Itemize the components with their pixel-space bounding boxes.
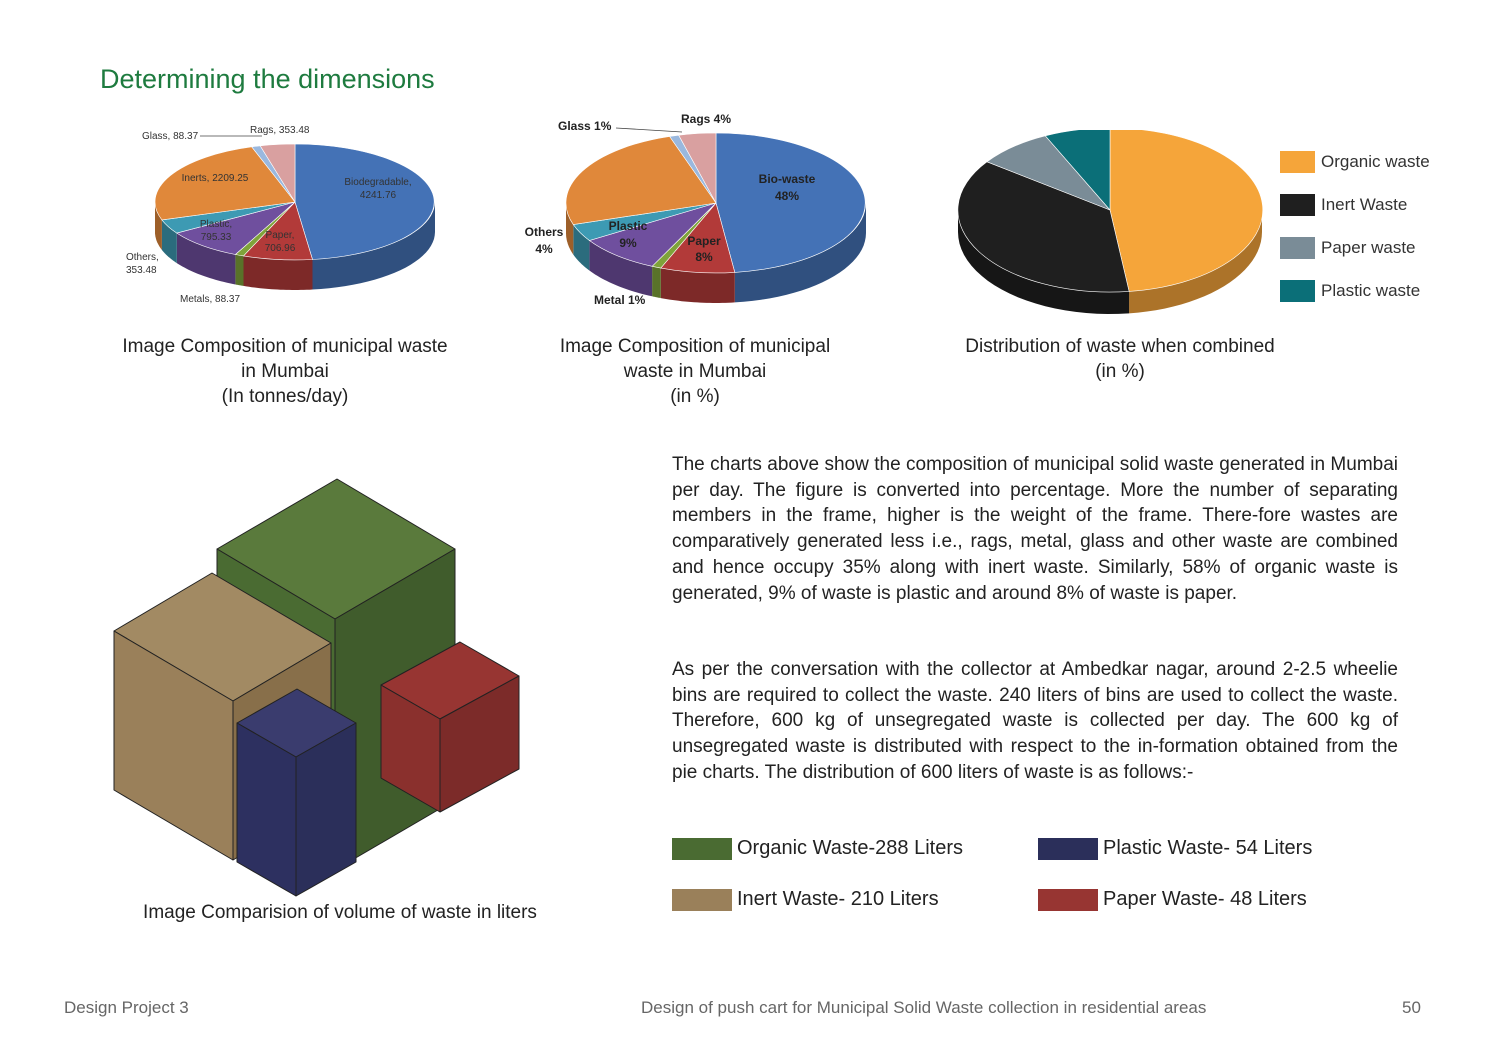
legend-item-plastic xyxy=(1280,269,1430,312)
slice-value-label: 706.96 xyxy=(264,243,296,254)
slice-label: Glass 1% xyxy=(558,119,612,133)
slice-label: Rags, 353.48 xyxy=(250,125,310,136)
slice-value-label: 353.48 xyxy=(126,265,157,276)
legend-label: Inert Waste- 210 Liters xyxy=(737,888,939,910)
caption-chart-tonnes xyxy=(90,334,480,409)
pie-slice-side xyxy=(652,266,661,298)
pie-chart-combined xyxy=(950,130,1270,320)
legend-item-paper xyxy=(1280,226,1430,269)
slice-value-label: 4% xyxy=(535,242,553,256)
legend-item-inert-volume xyxy=(672,888,939,911)
slice-value-label: 9% xyxy=(619,236,637,250)
slice-label: Plastic xyxy=(608,219,648,233)
caption-cubes: Image Comparision of volume of waste in liters xyxy=(143,902,537,923)
slice-label: Paper, xyxy=(265,230,295,241)
pie-chart-tonnes xyxy=(110,112,450,317)
paragraph-distribution: As per the conversation with the collector at Ambedkar nagar, around 2-2.5 wheelie bins are required to collect the waste. 240 liters of bins are used to collect the waste. Therefore, 600 kg of unsegregated waste is collected per day. The 600 kg of unsegregated waste is distributed with respect to the in-formation obtained from the pie charts. The distribution of 600 liters of waste is as follows:- xyxy=(672,659,1398,783)
legend-label: Paper waste xyxy=(1321,237,1416,257)
pie-slice-side xyxy=(235,255,243,286)
caption-line: Image Composition of municipal waste xyxy=(122,336,448,357)
slice-label: Rags 4% xyxy=(681,112,732,126)
legend-swatch xyxy=(672,889,732,911)
caption-line: waste in Mumbai xyxy=(623,361,767,382)
footer-project: Design Project 3 xyxy=(64,998,189,1017)
legend-label: Plastic waste xyxy=(1321,280,1421,300)
legend-item-paper-volume xyxy=(1038,888,1307,911)
legend-label: Organic waste xyxy=(1321,151,1430,171)
legend-swatch xyxy=(1038,838,1098,860)
legend-item-inert xyxy=(1280,183,1430,226)
slice-value-label: 8% xyxy=(695,250,713,264)
legend-swatch xyxy=(1038,889,1098,911)
legend-swatch xyxy=(672,838,732,860)
slice-value-label: 4241.76 xyxy=(359,190,397,201)
legend-swatch xyxy=(1280,237,1315,259)
slice-label: Others, xyxy=(126,252,159,263)
paragraph-intro: The charts above show the composition of municipal solid waste generated in Mumbai per day. The figure is converted into percentage. More the number of separating members in the frame, higher is the weight of the frame. There-fore wastes are comparatively generated less i.e., rags, metal, glass and other waste are combined and hence occupy 35% along with inert waste. Similarly, 58% of organic waste is generated, 9% of waste is plastic and around 8% of waste is paper. xyxy=(672,454,1398,604)
caption-chart-percent xyxy=(530,334,860,409)
legend-label: Plastic Waste- 54 Liters xyxy=(1103,837,1313,859)
slice-value-label: 48% xyxy=(774,189,800,203)
pie-slice-side xyxy=(244,256,313,290)
caption-line: (In tonnes/day) xyxy=(221,386,349,407)
combined-chart-legend xyxy=(1280,140,1430,312)
leader-line xyxy=(616,128,682,132)
slice-label: Paper xyxy=(687,234,721,248)
slice-label: Others xyxy=(524,225,564,239)
legend-item-organic xyxy=(1280,140,1430,183)
legend-label: Organic Waste-288 Liters xyxy=(737,837,964,859)
caption-chart-combined xyxy=(930,334,1310,384)
slice-label: Plastic, xyxy=(199,219,233,230)
legend-label: Inert Waste xyxy=(1321,194,1408,214)
slice-label: Metals, 88.37 xyxy=(180,294,241,305)
legend-label: Paper Waste- 48 Liters xyxy=(1103,888,1307,910)
slice-label: Metal 1% xyxy=(594,293,646,307)
caption-line: (in %) xyxy=(670,386,720,407)
slice-label: Glass, 88.37 xyxy=(142,131,199,142)
page-number: 50 xyxy=(1402,998,1421,1017)
legend-swatch xyxy=(1280,280,1315,302)
caption-line: in Mumbai xyxy=(241,361,329,382)
legend-swatch xyxy=(1280,194,1315,216)
caption-line: Distribution of waste when combined xyxy=(965,336,1275,357)
slice-label: Inerts, 2209.25 xyxy=(181,173,249,184)
legend-item-plastic-volume xyxy=(1038,837,1312,860)
legend-swatch xyxy=(1280,151,1315,173)
pie-chart-percent xyxy=(520,108,880,318)
waste-volume-cubes xyxy=(100,470,540,900)
footer-description: Design of push cart for Municipal Solid Waste collection in residential areas xyxy=(641,998,1207,1017)
slice-label: Biodegradable, xyxy=(344,177,412,188)
slice-label: Bio-waste xyxy=(758,172,816,186)
legend-item-organic-volume xyxy=(672,837,963,860)
caption-line: Image Composition of municipal xyxy=(559,336,831,357)
pie-slice-side xyxy=(661,268,735,303)
page-title: Determining the dimensions xyxy=(100,64,435,94)
slice-value-label: 795.33 xyxy=(200,232,232,243)
caption-line: (in %) xyxy=(1095,361,1145,382)
